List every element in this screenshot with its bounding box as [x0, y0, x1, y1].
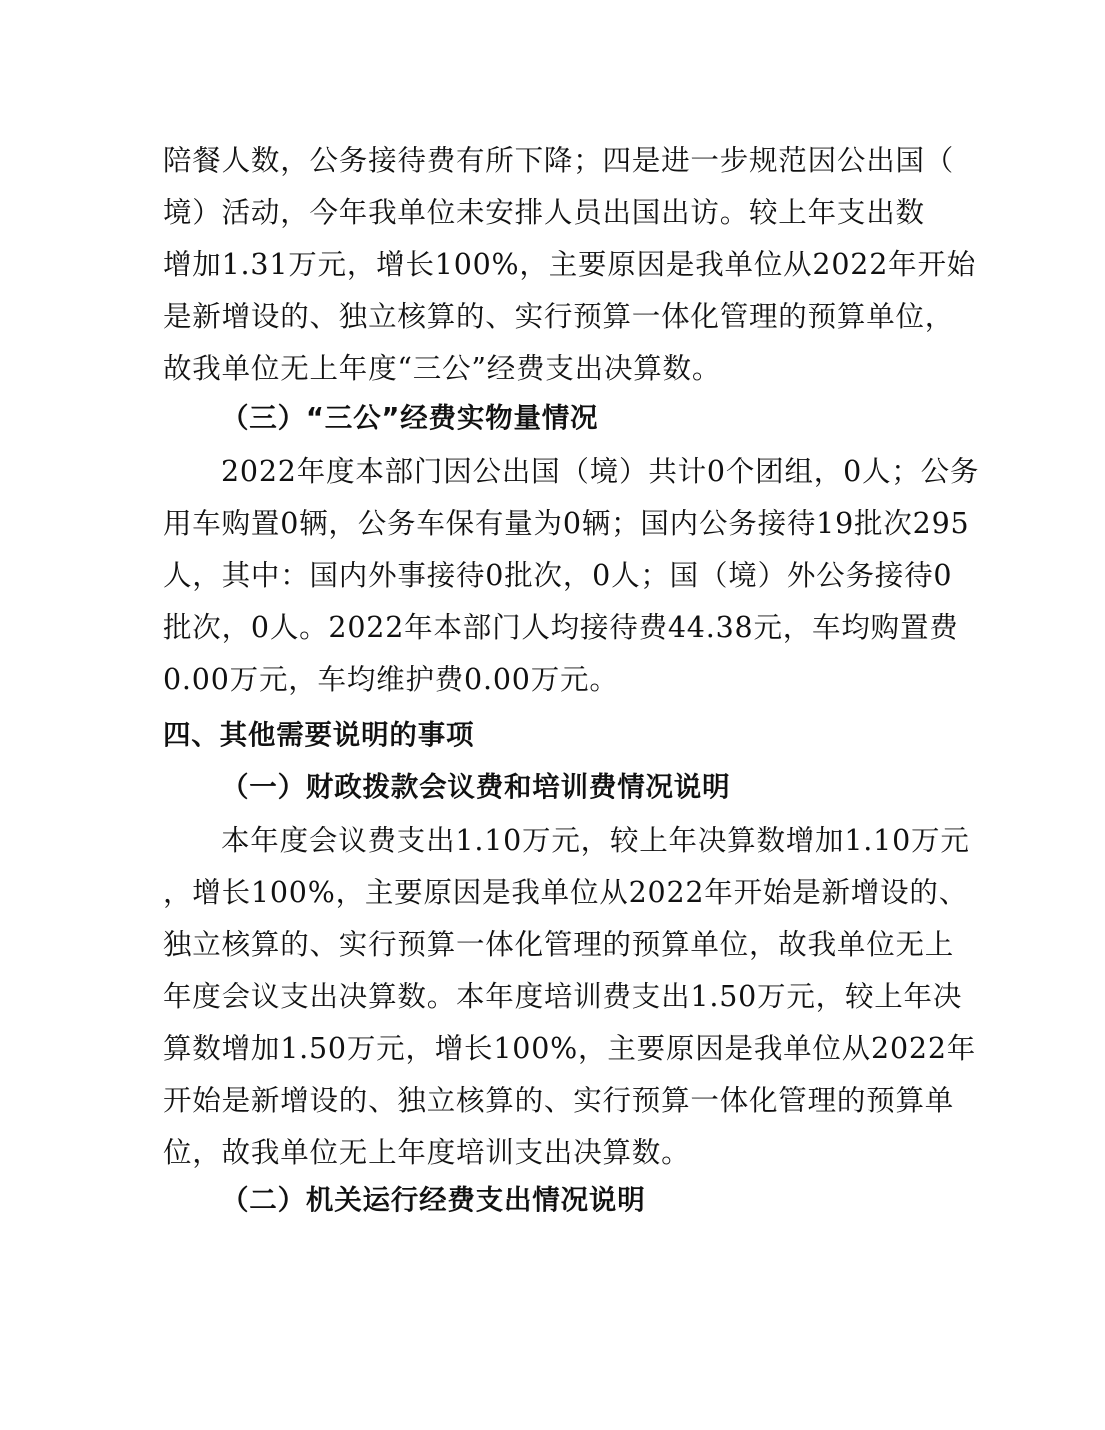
paragraph-3-line-1: 本年度会议费支出1.10万元，较上年决算数增加1.10万元: [221, 824, 970, 857]
section-heading-3-3: （三）“三公”经费实物量情况: [221, 402, 599, 434]
paragraph-1-line-5: 故我单位无上年度“三公”经费支出决算数。: [163, 352, 722, 385]
paragraph-3-line-5: 算数增加1.50万元，增长100%，主要原因是我单位从2022年: [163, 1032, 977, 1065]
paragraph-3-line-4: 年度会议支出决算数。本年度培训费支出1.50万元，较上年决: [163, 980, 963, 1013]
paragraph-3-line-3: 独立核算的、实行预算一体化管理的预算单位，故我单位无上: [163, 928, 955, 961]
section-heading-4-1: （一）财政拨款会议费和培训费情况说明: [221, 771, 731, 803]
paragraph-1-line-4: 是新增设的、独立核算的、实行预算一体化管理的预算单位，: [163, 300, 955, 333]
paragraph-2-line-4: 批次，0人。2022年本部门人均接待费44.38元，车均购置费: [163, 611, 959, 644]
paragraph-2-line-5: 0.00万元，车均维护费0.00万元。: [163, 663, 619, 696]
paragraph-1-line-2: 境）活动，今年我单位未安排人员出国出访。较上年支出数: [163, 196, 925, 229]
paragraph-2-line-2: 用车购置0辆，公务车保有量为0辆；国内公务接待19批次295: [163, 507, 970, 540]
paragraph-1-line-3: 增加1.31万元，增长100%，主要原因是我单位从2022年开始: [163, 248, 977, 281]
paragraph-3-line-7: 位，故我单位无上年度培训支出决算数。: [163, 1136, 691, 1169]
paragraph-1-line-1: 陪餐人数，公务接待费有所下降；四是进一步规范因公出国（: [163, 144, 955, 177]
section-heading-4: 四、其他需要说明的事项: [163, 719, 475, 751]
paragraph-2-line-3: 人，其中：国内外事接待0批次，0人；国（境）外公务接待0: [163, 559, 953, 592]
paragraph-3-line-2: ，增长100%，主要原因是我单位从2022年开始是新增设的、: [163, 876, 969, 909]
paragraph-2-line-1: 2022年度本部门因公出国（境）共计0个团组，0人；公务: [221, 455, 980, 488]
section-heading-4-2: （二）机关运行经费支出情况说明: [221, 1184, 646, 1216]
paragraph-3-line-6: 开始是新增设的、独立核算的、实行预算一体化管理的预算单: [163, 1084, 955, 1117]
